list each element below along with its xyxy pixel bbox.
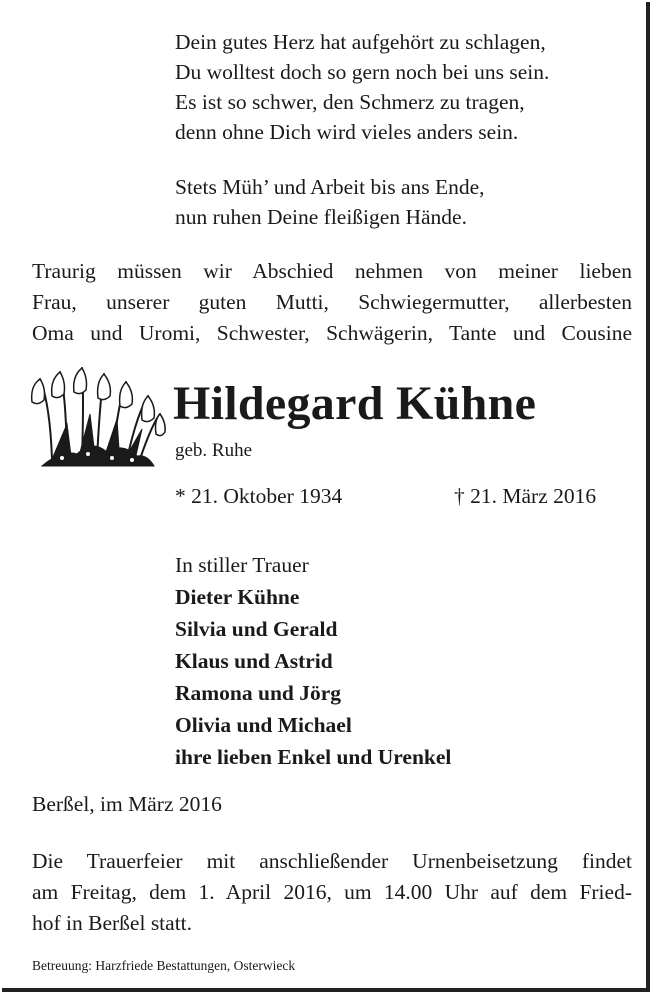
- ceremony-line: am Freitag, dem 1. April 2016, um 14.00 Uhr auf dem Fried-: [32, 880, 632, 904]
- deceased-name: Hildegard Kühne: [173, 377, 537, 430]
- mourners-heading: In stiller Trauer: [175, 553, 309, 577]
- poem-stanza-2: [175, 172, 485, 232]
- snowdrop-flowers-icon: [22, 354, 167, 474]
- obituary-notice: [2, 2, 650, 992]
- poem-line: Stets Müh’ und Arbeit bis ans Ende,: [175, 175, 485, 199]
- poem-line: Du wolltest doch so gern noch bei uns sein.: [175, 60, 550, 84]
- poem-line: Dein gutes Herz hat aufgehört zu schlagen,: [175, 30, 546, 54]
- poem-line: nun ruhen Deine fleißigen Hände.: [175, 205, 467, 229]
- ceremony-line: hof in Berßel statt.: [32, 911, 193, 935]
- mourner-name: Olivia und Michael: [175, 713, 352, 737]
- place-and-date: Berßel, im März 2016: [32, 792, 222, 816]
- poem-line: denn ohne Dich wird vieles anders sein.: [175, 120, 519, 144]
- poem-line: Es ist so schwer, den Schmerz zu tragen,: [175, 90, 525, 114]
- intro-line: Frau, unserer guten Mutti, Schwiegermutter, allerbesten: [32, 290, 632, 314]
- funeral-home-credit: Betreuung: Harzfriede Bestattungen, Osterwieck: [32, 958, 296, 973]
- intro-paragraph: [32, 256, 632, 349]
- birth-date: * 21. Oktober 1934: [175, 484, 343, 508]
- mourners-list: [175, 549, 451, 773]
- death-date: † 21. März 2016: [454, 484, 597, 508]
- intro-line: Oma und Uromi, Schwester, Schwägerin, Tante und Cousine: [32, 321, 632, 345]
- mourner-name: Dieter Kühne: [175, 585, 300, 609]
- mourner-name: Ramona und Jörg: [175, 681, 342, 705]
- ceremony-line: Die Trauerfeier mit anschließender Urnenbeisetzung findet: [32, 849, 632, 873]
- ceremony-paragraph: [32, 846, 632, 939]
- poem-stanza-1: [175, 27, 549, 147]
- birth-name: geb. Ruhe: [175, 440, 253, 461]
- mourner-name: Klaus und Astrid: [175, 649, 333, 673]
- intro-line: Traurig müssen wir Abschied nehmen von meiner lieben: [32, 259, 632, 283]
- mourner-name: ihre lieben Enkel und Urenkel: [175, 745, 452, 769]
- mourner-name: Silvia und Gerald: [175, 617, 338, 641]
